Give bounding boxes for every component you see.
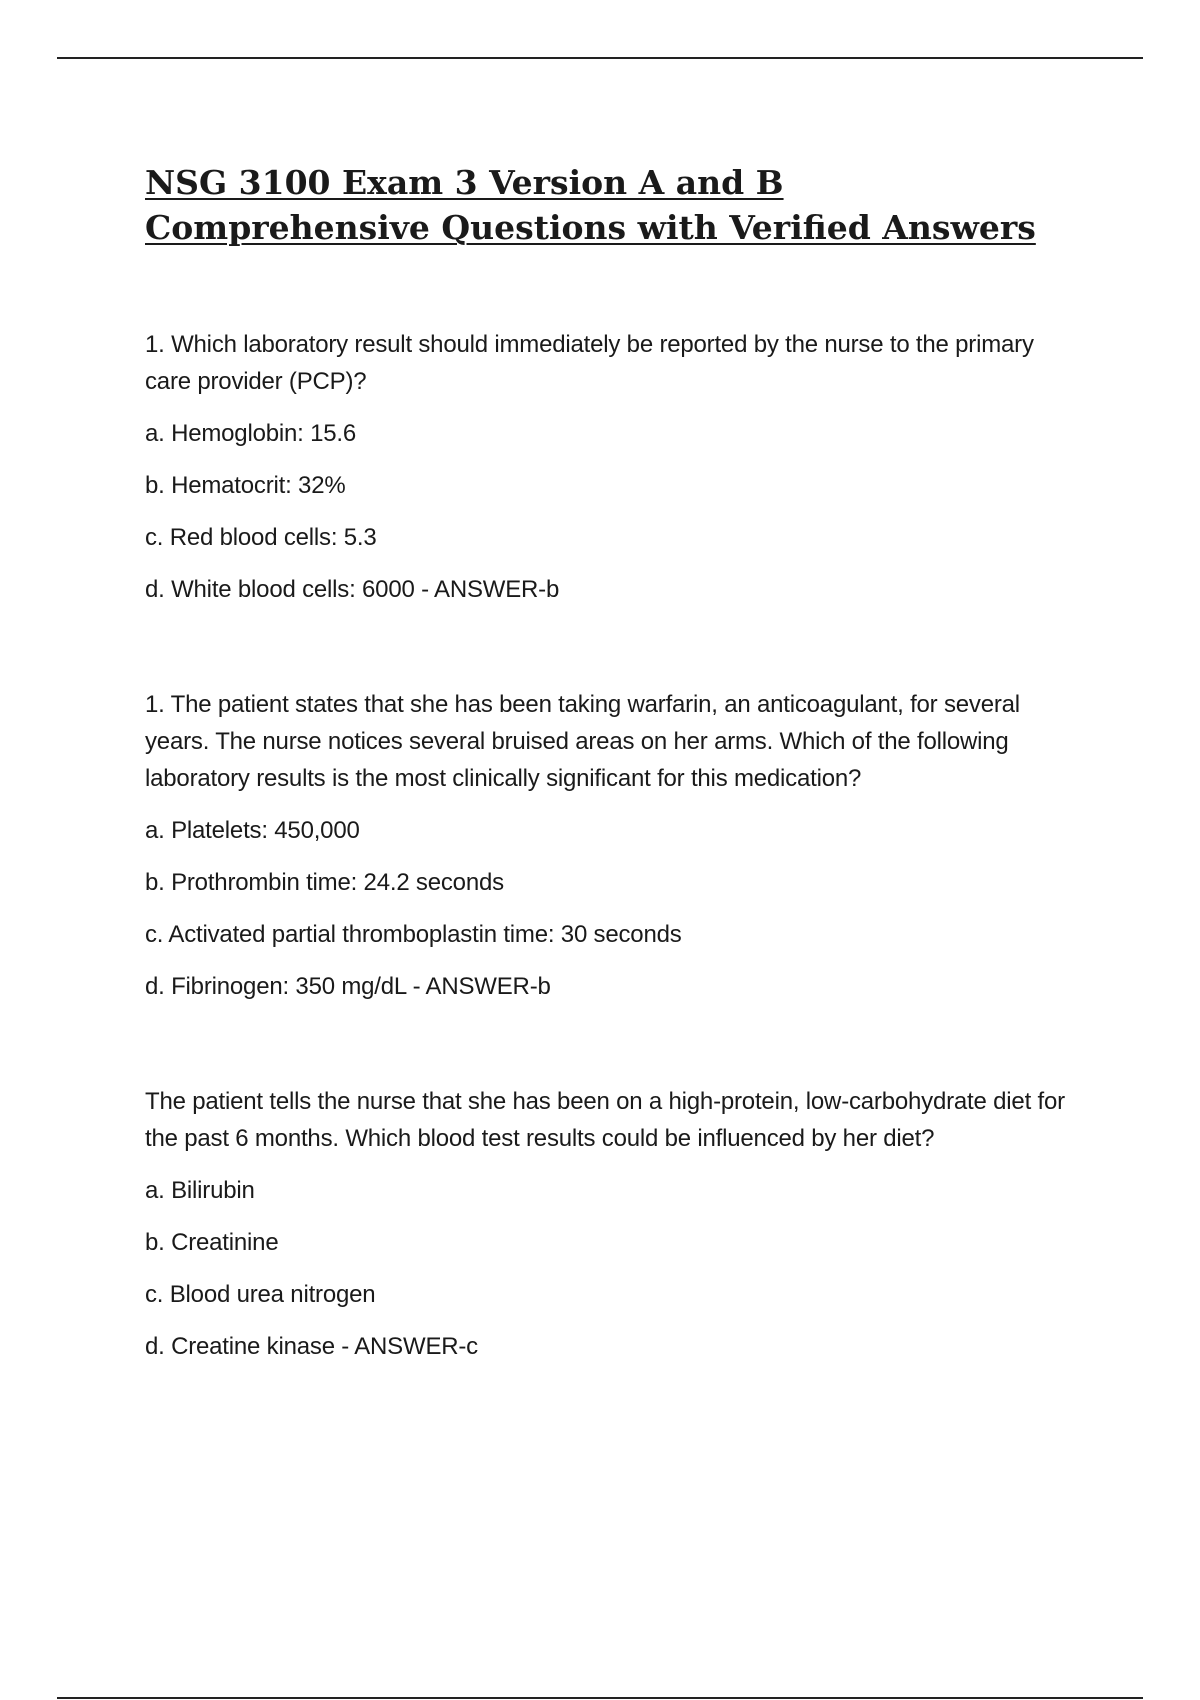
answer-option-d: d. White blood cells: 6000 - ANSWER-b — [145, 576, 560, 603]
question-block-3 — [145, 1083, 1085, 1365]
answer-option-b: b. Hematocrit: 32% — [145, 472, 346, 499]
question-stem: 1. Which laboratory result should immediately be reported by the nurse to the primary care provider (PCP)? — [145, 331, 1034, 395]
answer-option-d: d. Fibrinogen: 350 mg/dL - ANSWER-b — [145, 973, 551, 1000]
question-stem: 1. The patient states that she has been taking warfarin, an anticoagulant, for several years. The nurse notices several bruised areas on her arms. Which of the following laboratory results is the most clinically significant for this medication? — [145, 691, 1020, 792]
question-block-1 — [145, 326, 1085, 608]
answer-option-a: a. Hemoglobin: 15.6 — [145, 420, 357, 447]
document-title: NSG 3100 Exam 3 Version A and B Comprehensive Questions with Verified Answers — [145, 163, 1036, 247]
answer-option-b: b. Prothrombin time: 24.2 seconds — [145, 869, 504, 896]
bottom-divider — [57, 1697, 1143, 1699]
answer-option-c: c. Red blood cells: 5.3 — [145, 524, 377, 551]
answer-option-c: c. Activated partial thromboplastin time: 30 seconds — [145, 921, 682, 948]
answer-option-a: a. Platelets: 450,000 — [145, 817, 360, 844]
top-divider — [57, 57, 1143, 59]
question-block-2 — [145, 686, 1085, 1005]
question-stem: The patient tells the nurse that she has been on a high-protein, low-carbohydrate diet for the past 6 months. Which blood test results could be influenced by her diet? — [145, 1088, 1065, 1152]
answer-option-b: b. Creatinine — [145, 1229, 279, 1256]
answer-option-a: a. Bilirubin — [145, 1177, 255, 1204]
answer-option-c: c. Blood urea nitrogen — [145, 1281, 376, 1308]
answer-option-d: d. Creatine kinase - ANSWER-c — [145, 1333, 478, 1360]
document-body — [145, 160, 1085, 1365]
